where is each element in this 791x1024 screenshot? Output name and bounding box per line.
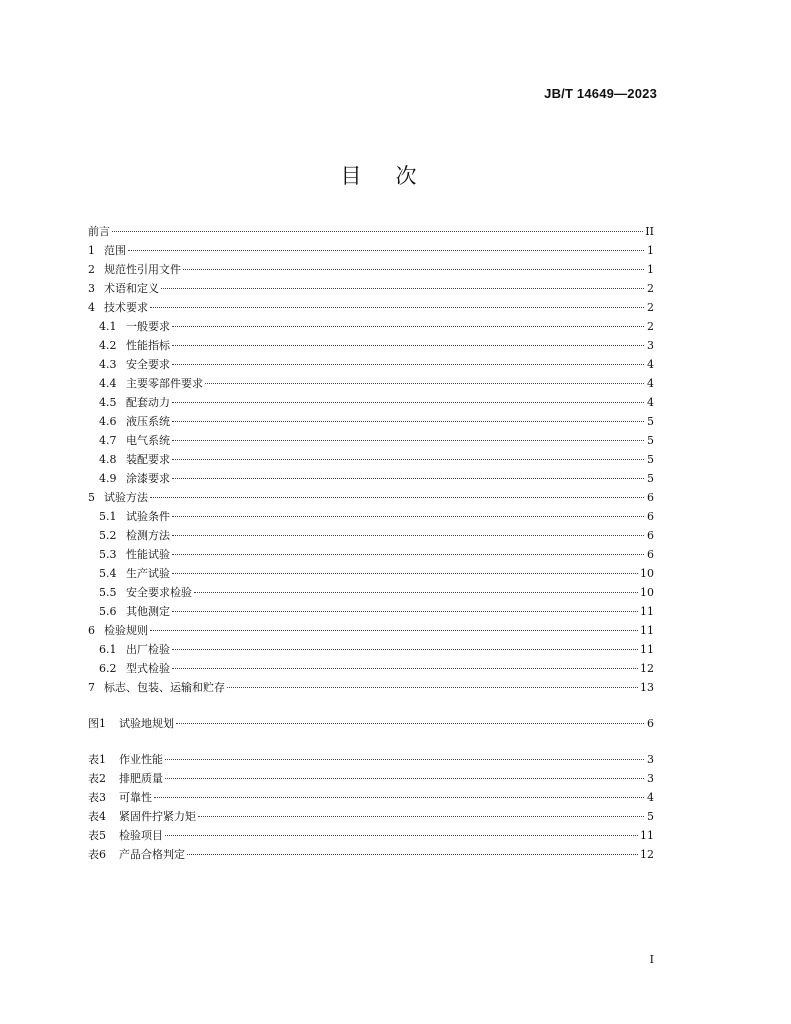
toc-entry[interactable] [88,750,654,769]
toc-entry-number: 4.4 [99,377,117,390]
toc-entry-title: 一般要求 [126,320,170,333]
toc-entry-page: 4 [647,791,654,804]
toc-leader-dots [172,573,638,574]
toc-entry-page: 11 [640,605,654,618]
toc-entry[interactable] [88,807,654,826]
toc-entry[interactable] [88,640,654,659]
toc-leader-dots [161,288,644,289]
toc-entry-page: 2 [647,282,654,295]
toc-entry-page: 1 [647,244,654,257]
toc-entry-page: 12 [640,848,654,861]
toc-entry-number: 6 [88,624,95,637]
toc-entry-number: 4.6 [99,415,117,428]
toc-entry-page: 3 [647,772,654,785]
toc-entry-title: 范围 [104,244,126,257]
toc-leader-dots [227,687,638,688]
toc-entry-title: 安全要求检验 [126,586,192,599]
toc-leader-dots [194,592,638,593]
standard-code: JB/T 14649—2023 [544,86,657,101]
toc-entry-page: 2 [647,320,654,333]
toc-entry-number: 5.6 [99,605,117,618]
toc-entry-title: 检验项目 [119,829,163,842]
toc-leader-dots [172,668,638,669]
toc-leader-dots [150,630,638,631]
toc-entry-page: 6 [647,529,654,542]
toc-entry-title: 性能指标 [126,339,170,352]
toc-entry-number: 4.8 [99,453,117,466]
toc-entry-page: 3 [647,339,654,352]
toc-entry-number: 4 [88,301,95,314]
toc-entry-number: 表3 [88,791,106,804]
toc-entry-number: 2 [88,263,95,276]
toc-entry-page: 4 [647,396,654,409]
toc-entry-number: 5.5 [99,586,117,599]
toc-entry[interactable] [88,659,654,678]
toc-leader-dots [172,516,644,517]
toc-leader-dots [205,383,644,384]
page-number: I [649,953,654,966]
toc-leader-dots [172,440,644,441]
toc-entry[interactable] [88,336,654,355]
toc-leader-dots [150,497,644,498]
toc-entry[interactable] [88,714,654,733]
toc-entry-title: 前言 [88,225,110,238]
toc-entry-title: 配套动力 [126,396,170,409]
toc-entry-page: 2 [647,301,654,314]
toc-entry[interactable] [88,583,654,602]
toc-leader-dots [172,611,638,612]
toc-leader-dots [172,326,644,327]
toc-entry-title: 出厂检验 [126,643,170,656]
toc-entry-page: 4 [647,377,654,390]
toc-leader-dots [172,345,644,346]
toc-leader-dots [172,402,644,403]
toc-entry[interactable] [88,602,654,621]
toc-entry-title: 性能试验 [126,548,170,561]
toc-entry-number: 6.1 [99,643,117,656]
toc-entry-number: 5.4 [99,567,117,580]
toc-leader-dots [176,723,644,724]
toc-entry-title: 产品合格判定 [119,848,185,861]
toc-leader-dots [172,554,644,555]
toc-entry-number: 4.9 [99,472,117,485]
toc-entry-number: 图1 [88,717,106,730]
toc-entry-page: 1 [647,263,654,276]
toc-entry-number: 表1 [88,753,106,766]
page-title: 目次 [340,164,451,188]
toc-entry-number: 表6 [88,848,106,861]
toc-entry-page: 10 [640,586,654,599]
toc-leader-dots [165,759,644,760]
toc-entry-number: 4.7 [99,434,117,447]
toc-entry-title: 液压系统 [126,415,170,428]
toc-entry-number: 表4 [88,810,106,823]
toc-entry-title: 主要零部件要求 [126,377,203,390]
toc-entry-number: 4.5 [99,396,117,409]
toc-entry[interactable] [88,374,654,393]
toc-leader-dots [128,250,644,251]
toc-entry-page: 5 [647,415,654,428]
toc-entry-title: 排肥质量 [119,772,163,785]
toc-entry-number: 3 [88,282,95,295]
toc-leader-dots [198,816,644,817]
toc-entry-number: 4.2 [99,339,117,352]
toc-entry-page: 6 [647,717,654,730]
toc-entry-title: 规范性引用文件 [104,263,181,276]
toc-entry-number: 5.3 [99,548,117,561]
toc-entry-title: 装配要求 [126,453,170,466]
table-of-contents [88,222,654,864]
toc-leader-dots [165,778,644,779]
toc-entry-page: 13 [640,681,654,694]
toc-entry[interactable] [88,469,654,488]
toc-entry-title: 涂漆要求 [126,472,170,485]
toc-entry-title: 技术要求 [104,301,148,314]
toc-entry-title: 检测方法 [126,529,170,542]
toc-entry[interactable] [88,564,654,583]
toc-entry-title: 型式检验 [126,662,170,675]
toc-entry-number: 5.2 [99,529,117,542]
toc-entry-page: 3 [647,753,654,766]
toc-entry-page: 11 [640,829,654,842]
toc-entry[interactable] [88,826,654,845]
toc-entry-page: 5 [647,453,654,466]
toc-leader-dots [172,649,638,650]
toc-entry[interactable] [88,507,654,526]
toc-entry-title: 术语和定义 [104,282,159,295]
toc-entry[interactable] [88,488,654,507]
toc-entry-page: 11 [640,643,654,656]
toc-entry-title: 生产试验 [126,567,170,580]
toc-entry[interactable] [88,845,654,864]
toc-entry[interactable] [88,788,654,807]
toc-entry[interactable] [88,317,654,336]
toc-leader-dots [172,364,644,365]
toc-entry-page: 6 [647,548,654,561]
toc-entry[interactable] [88,412,654,431]
toc-entry-page: 4 [647,358,654,371]
toc-entry-title: 试验条件 [126,510,170,523]
toc-entry-number: 6.2 [99,662,117,675]
toc-entry-number: 1 [88,244,95,257]
toc-entry-title: 可靠性 [119,791,152,804]
toc-entry[interactable] [88,769,654,788]
toc-entry-page: II [645,225,654,238]
toc-entry-title: 试验地规划 [119,717,174,730]
toc-entry-title: 标志、包装、运输和贮存 [104,681,225,694]
toc-entry-number: 表2 [88,772,106,785]
toc-leader-dots [112,231,643,232]
toc-entry-page: 5 [647,434,654,447]
toc-entry-title: 其他测定 [126,605,170,618]
toc-entry[interactable] [88,355,654,374]
toc-entry[interactable] [88,545,654,564]
toc-entry-number: 5.1 [99,510,117,523]
toc-leader-dots [187,854,638,855]
toc-leader-dots [172,535,644,536]
toc-entry[interactable] [88,260,654,279]
toc-entry[interactable] [88,526,654,545]
toc-leader-dots [165,835,638,836]
toc-entry[interactable] [88,298,654,317]
toc-entry[interactable] [88,450,654,469]
toc-entry-page: 6 [647,510,654,523]
toc-entry-title: 检验规则 [104,624,148,637]
toc-entry-page: 5 [647,472,654,485]
toc-entry-title: 电气系统 [126,434,170,447]
toc-leader-dots [172,459,644,460]
toc-entry-title: 作业性能 [119,753,163,766]
toc-entry-page: 12 [640,662,654,675]
toc-entry-number: 4.1 [99,320,117,333]
toc-leader-dots [150,307,644,308]
toc-entry-page: 10 [640,567,654,580]
toc-entry-number: 5 [88,491,95,504]
toc-entry-number: 7 [88,681,95,694]
toc-entry[interactable] [88,431,654,450]
toc-entry-number: 4.3 [99,358,117,371]
toc-entry-number: 表5 [88,829,106,842]
toc-entry[interactable] [88,279,654,298]
toc-entry[interactable] [88,678,654,697]
toc-entry-title: 试验方法 [104,491,148,504]
toc-entry[interactable] [88,621,654,640]
toc-leader-dots [154,797,644,798]
toc-leader-dots [172,421,644,422]
toc-entry-title: 安全要求 [126,358,170,371]
toc-entry[interactable] [88,393,654,412]
toc-entry-title: 紧固件拧紧力矩 [119,810,196,823]
toc-entry-page: 11 [640,624,654,637]
toc-entry-page: 6 [647,491,654,504]
toc-entry[interactable] [88,222,654,241]
toc-entry[interactable] [88,241,654,260]
toc-entry-page: 5 [647,810,654,823]
toc-leader-dots [183,269,644,270]
toc-leader-dots [172,478,644,479]
